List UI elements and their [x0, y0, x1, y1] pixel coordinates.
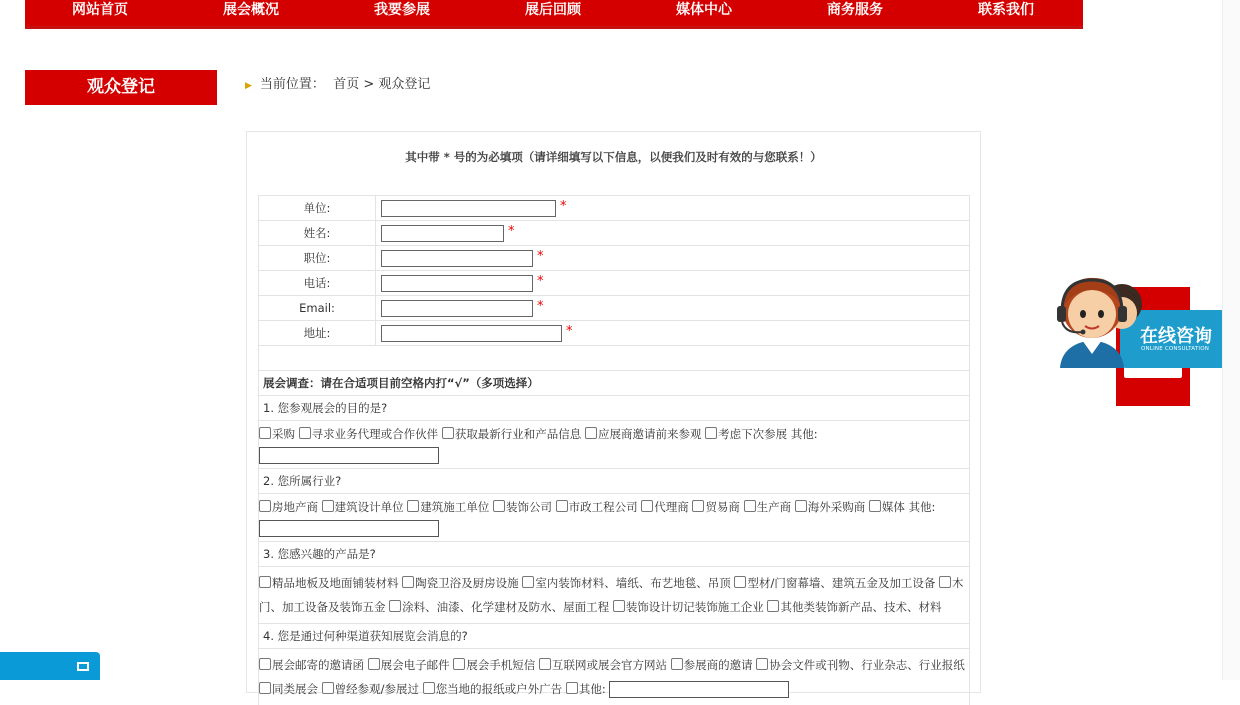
option-label: 涂料、油漆、化学建材及防水、屋面工程 — [402, 600, 610, 614]
q2-other-input[interactable] — [259, 520, 439, 537]
checkbox[interactable] — [641, 500, 653, 512]
checkbox[interactable] — [939, 576, 951, 588]
checkbox[interactable] — [556, 500, 568, 512]
checkbox[interactable] — [671, 658, 683, 670]
option-label: 采购 — [272, 427, 295, 441]
option-label: 应展商邀请前来参观 — [597, 427, 702, 441]
question-2-options — [258, 493, 970, 541]
other-label: 其他: — [578, 682, 606, 696]
nav-item-home[interactable]: 网站首页 — [72, 2, 128, 18]
question-3: 3. 您感兴趣的产品是? — [258, 541, 970, 566]
checkbox[interactable] — [368, 658, 380, 670]
checkbox[interactable] — [705, 427, 717, 439]
q1-other-input[interactable] — [259, 447, 439, 464]
required-mark: * — [537, 249, 544, 264]
option-label: 考虑下次参展 — [718, 427, 788, 441]
field-row-name — [258, 220, 970, 245]
option-label: 建筑施工单位 — [420, 500, 490, 514]
option-label: 寻求业务代理或合作伙伴 — [311, 427, 439, 441]
option-label: 媒体 — [881, 500, 905, 514]
checkbox[interactable] — [259, 427, 271, 439]
checkbox[interactable] — [259, 576, 271, 588]
checkbox[interactable] — [389, 600, 401, 612]
checkbox[interactable] — [493, 500, 505, 512]
required-mark: * — [560, 199, 567, 214]
other-label: 其他: — [908, 500, 936, 514]
right-scroll-strip — [1222, 0, 1240, 680]
field-row-email — [258, 295, 970, 320]
question-1-options — [258, 420, 970, 468]
checkbox[interactable] — [734, 576, 746, 588]
checkbox[interactable] — [585, 427, 597, 439]
field-label: 单位: — [259, 196, 376, 221]
registration-form-panel — [246, 131, 981, 696]
field-row-company — [258, 195, 970, 220]
consult-subtitle: ONLINE CONSULTATION — [1141, 346, 1210, 352]
option-label: 装饰设计切记装饰施工企业 — [625, 600, 764, 614]
checkbox[interactable] — [539, 658, 551, 670]
option-label: 代理商 — [654, 500, 689, 514]
breadcrumb-separator: > — [363, 77, 375, 92]
checkbox[interactable] — [692, 500, 704, 512]
breadcrumb-prefix: 当前位置： — [259, 77, 325, 92]
option-label: 生产商 — [756, 500, 792, 514]
address-input[interactable] — [381, 325, 562, 342]
option-label: 装饰公司 — [505, 500, 552, 514]
checkbox[interactable] — [322, 500, 334, 512]
checkbox[interactable] — [402, 576, 414, 588]
option-label: 同类展会 — [272, 682, 318, 696]
nav-item-contact[interactable]: 联系我们 — [978, 2, 1034, 18]
required-mark: * — [537, 299, 544, 314]
question-4: 4. 您是通过何种渠道获知展览会消息的? — [258, 623, 970, 648]
form-notice: 其中带 * 号的为必填项（请详细填写以下信息，以便我们及时有效的与您联系！） — [405, 150, 822, 164]
checkbox[interactable] — [613, 600, 625, 612]
checkbox[interactable] — [744, 500, 756, 512]
floating-chat-widget[interactable] — [0, 652, 100, 680]
checkbox[interactable] — [299, 427, 311, 439]
breadcrumb — [245, 73, 430, 92]
spacer-row — [258, 345, 970, 370]
field-label: 电话: — [259, 271, 376, 296]
nav-item-exhibit[interactable]: 我要参展 — [374, 2, 430, 18]
breadcrumb-home-link[interactable]: 首页 — [333, 77, 360, 92]
question-2: 2. 您所属行业? — [258, 468, 970, 493]
email-input[interactable] — [381, 300, 533, 317]
question-4-options — [258, 648, 970, 705]
nav-item-media[interactable]: 媒体中心 — [676, 2, 732, 18]
required-mark: * — [566, 324, 573, 339]
option-label: 参展商的邀请 — [683, 658, 753, 672]
checkbox[interactable] — [423, 682, 435, 694]
q4-other-input[interactable] — [609, 681, 789, 698]
survey-title: 展会调查：请在合适项目前空格内打“√”（多项选择） — [258, 370, 970, 395]
other-label: 其他: — [790, 427, 818, 441]
checkbox[interactable] — [767, 600, 779, 612]
field-row-position — [258, 245, 970, 270]
field-label: Email: — [259, 296, 376, 321]
checkbox[interactable] — [522, 576, 534, 588]
checkbox[interactable] — [259, 682, 271, 694]
form-grid — [258, 195, 970, 705]
option-label: 精品地板及地面铺装材料 — [272, 576, 399, 590]
field-label: 姓名: — [259, 221, 376, 246]
checkbox[interactable] — [259, 500, 271, 512]
option-label: 房地产商 — [272, 500, 318, 514]
checkbox[interactable] — [566, 682, 578, 694]
checkbox[interactable] — [407, 500, 419, 512]
checkbox[interactable] — [442, 427, 454, 439]
side-title: 观众登记 — [25, 70, 217, 105]
breadcrumb-current: 观众登记 — [378, 77, 431, 92]
customer-service-avatar-icon — [1052, 268, 1142, 368]
question-1: 1. 您参观展会的目的是? — [258, 395, 970, 420]
required-mark: * — [537, 274, 544, 289]
option-label: 您当地的报纸或户外广告 — [435, 682, 563, 696]
phone-input[interactable] — [381, 275, 533, 292]
question-3-options — [258, 566, 970, 623]
position-input[interactable] — [381, 250, 533, 267]
required-mark: * — [508, 224, 515, 239]
company-input[interactable] — [381, 200, 556, 217]
option-label: 协会文件或刊物、行业杂志、行业报纸 — [769, 658, 965, 672]
option-label: 陶瓷卫浴及厨房设施 — [415, 576, 519, 590]
field-row-phone — [258, 270, 970, 295]
nav-item-review[interactable]: 展后回顾 — [525, 2, 581, 18]
checkbox[interactable] — [259, 658, 271, 670]
top-nav — [25, 0, 1083, 29]
nav-item-overview[interactable]: 展会概况 — [223, 2, 279, 18]
option-label: 展会电子邮件 — [380, 658, 450, 672]
checkbox[interactable] — [869, 500, 881, 512]
checkbox[interactable] — [322, 682, 334, 694]
option-label: 展会邮寄的邀请函 — [272, 658, 364, 672]
consult-title: 在线咨询 — [1140, 326, 1212, 347]
window-icon — [77, 662, 89, 671]
option-label: 互联网或展会官方网站 — [551, 658, 667, 672]
checkbox[interactable] — [453, 658, 465, 670]
option-label: 建筑设计单位 — [334, 500, 404, 514]
option-label: 展会手机短信 — [466, 658, 536, 672]
field-label: 职位: — [259, 246, 376, 271]
option-label: 市政工程公司 — [568, 500, 638, 514]
option-label: 贸易商 — [705, 500, 740, 514]
checkbox[interactable] — [756, 658, 768, 670]
option-label: 获取最新行业和产品信息 — [454, 427, 582, 441]
nav-item-business[interactable]: 商务服务 — [827, 2, 883, 18]
option-label: 海外采购商 — [807, 500, 866, 514]
field-row-address — [258, 320, 970, 345]
option-label: 型材/门窗幕墙、建筑五金及加工设备 — [747, 576, 936, 590]
checkbox[interactable] — [795, 500, 807, 512]
option-label: 木门、加工设备及装饰五金 — [259, 576, 964, 614]
breadcrumb-arrow-icon: ▶ — [245, 81, 252, 91]
option-label: 曾经参观/参展过 — [334, 682, 420, 696]
option-label: 室内装饰材料、墙纸、布艺地毯、吊顶 — [535, 576, 731, 590]
option-label: 其他类装饰新产品、技术、材料 — [780, 600, 942, 614]
field-label: 地址: — [259, 321, 376, 346]
name-input[interactable] — [381, 225, 504, 242]
